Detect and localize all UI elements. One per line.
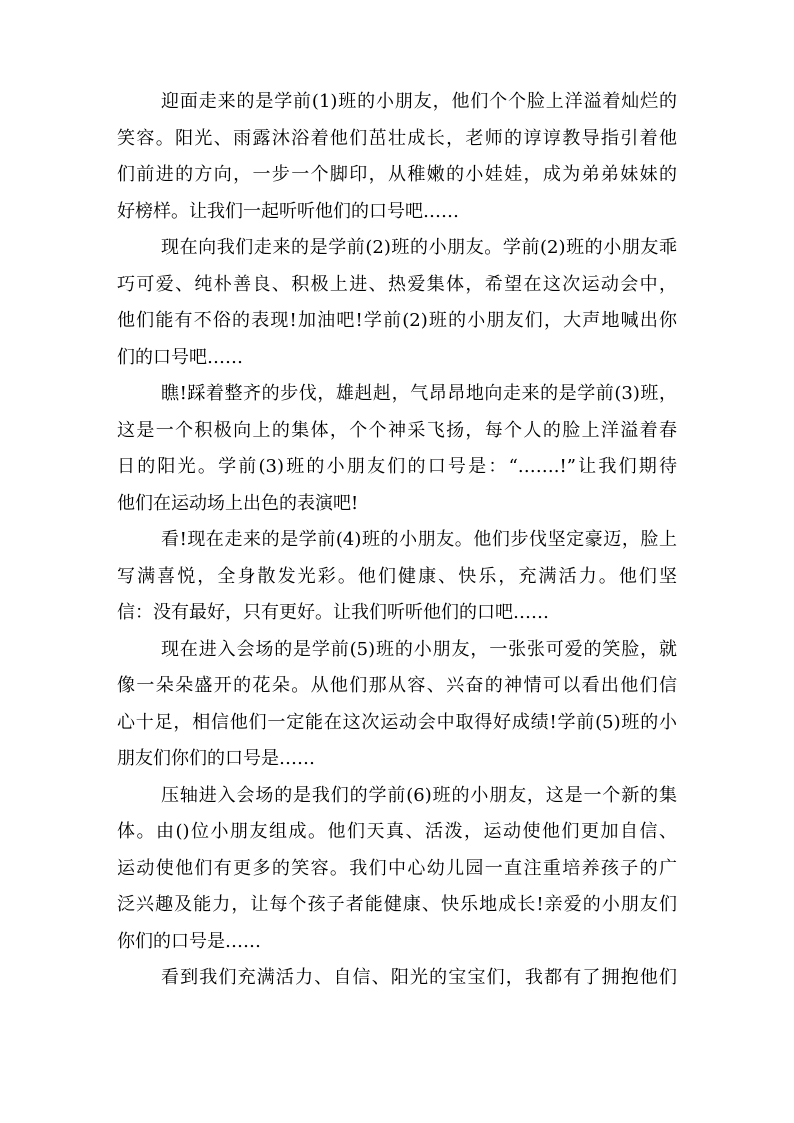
- text-line: 信：没有最好，只有更好。让我们听听他们的口吧……: [117, 602, 549, 623]
- text-line: 好榜样。让我们一起听听他们的口号吧……: [117, 200, 459, 222]
- text-line: 瞧!踩着整齐的步伐，雄赳赳，气昂昂地向走来的是学前(3)班，: [161, 383, 677, 404]
- text-line: 泛兴趣及能力，让每个孩子者能健康、快乐地成长!亲爱的小朋友们: [117, 894, 677, 915]
- text-line: 这是一个积极向上的集体，个个神采飞扬，每个人的脸上洋溢着春: [117, 419, 677, 441]
- document-page: [117, 84, 677, 997]
- paragraph-class-1: [117, 84, 677, 230]
- text-line: 他们能有不俗的表现!加油吧!学前(2)班的小朋友们，大声地喊出你: [117, 310, 677, 331]
- text-line: 写满喜悦，全身散发光彩。他们健康、快乐，充满活力。他们坚: [117, 565, 677, 587]
- text-line: 现在向我们走来的是学前(2)班的小朋友。学前(2)班的小朋友乖: [161, 237, 677, 258]
- paragraph-closing: [117, 960, 677, 997]
- text-line: 朋友们你们的口号是……: [117, 748, 315, 769]
- text-line: 迎面走来的是学前(1)班的小朋友，他们个个脸上洋溢着灿烂的: [161, 91, 677, 112]
- text-line: 压轴进入会场的是我们的学前(6)班的小朋友，这是一个新的集: [161, 784, 677, 806]
- text-line: 体。由()位小朋友组成。他们天真、活泼，运动使他们更加自信、: [117, 821, 677, 842]
- text-line: 像一朵朵盛开的花朵。从他们那从容、兴奋的神情可以看出他们信: [117, 675, 677, 696]
- text-line: 们前进的方向，一步一个脚印，从稚嫩的小娃娃，成为弟弟妹妹的: [117, 164, 677, 185]
- text-line: 看!现在走来的是学前(4)班的小朋友。他们步伐坚定豪迈，脸上: [161, 529, 677, 550]
- text-line: 笑容。阳光、雨露沐浴着他们茁壮成长，老师的谆谆教导指引着他: [117, 127, 677, 149]
- text-line: 看到我们充满活力、自信、阳光的宝宝们，我都有了拥抱他们: [161, 967, 677, 988]
- text-line: 运动使他们有更多的笑容。我们中心幼儿园一直注重培养孩子的广: [117, 857, 677, 879]
- paragraph-class-6: [117, 778, 677, 961]
- paragraph-class-3: [117, 376, 677, 522]
- text-line: 心十足，相信他们一定能在这次运动会中取得好成绩!学前(5)班的小: [117, 711, 677, 733]
- text-line: 你们的口号是……: [117, 930, 261, 952]
- text-line: 他们在运动场上出色的表演吧!: [117, 492, 359, 514]
- paragraph-class-5: [117, 632, 677, 778]
- text-line: 巧可爱、纯朴善良、积极上进、热爱集体，希望在这次运动会中，: [117, 273, 677, 295]
- text-line: 们的口号吧……: [117, 346, 243, 368]
- paragraph-class-2: [117, 230, 677, 376]
- paragraph-class-4: [117, 522, 677, 632]
- text-line: 现在进入会场的是学前(5)班的小朋友，一张张可爱的笑脸，就: [161, 638, 677, 660]
- text-line: 日的阳光。学前(3)班的小朋友们的口号是：“…….!”让我们期待: [117, 456, 677, 477]
